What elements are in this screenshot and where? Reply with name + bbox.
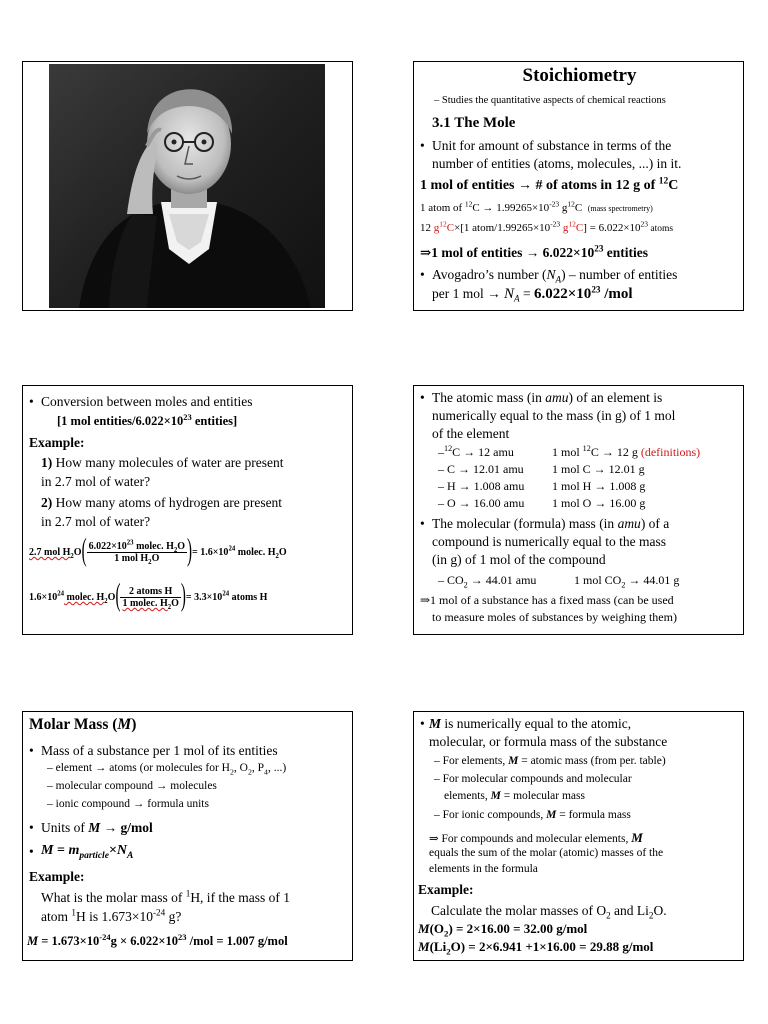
- equation-2: [29, 579, 268, 614]
- text: =: [53, 843, 69, 858]
- eq1-result: [192, 547, 287, 558]
- text: M: [88, 820, 101, 835]
- text: M: [41, 843, 54, 858]
- text: elements,: [444, 790, 491, 802]
- example-label: Example:: [29, 435, 85, 450]
- text: = formula mass: [556, 809, 631, 821]
- mole-definition-line2: number of entities (atoms, molecules, ...) in it.: [432, 156, 682, 171]
- text: C → 12 amu: [452, 445, 514, 459]
- atomic-mass-line2: numerically equal to the mass (in g) of 1 mol: [432, 408, 676, 423]
- superscript: -24: [152, 907, 166, 918]
- text: C → 1.99265×10: [472, 202, 550, 214]
- text: = 1.6×10: [192, 547, 229, 558]
- avogadro-line2: [432, 286, 633, 303]
- bullet-dot: •: [420, 516, 425, 531]
- text: = 1.673×10: [38, 934, 100, 948]
- text: g?: [165, 909, 182, 924]
- text: 2): [41, 495, 53, 510]
- dalton-portrait: [49, 64, 325, 308]
- right-paren: ): [187, 534, 193, 569]
- row-h-amu: – H → 1.008 amu: [438, 479, 525, 493]
- superscript: 12: [582, 444, 591, 453]
- conversion-heading: Conversion between moles and entities: [41, 394, 253, 409]
- mole-entity-definition: [420, 178, 678, 194]
- text: M: [508, 755, 519, 767]
- atomic-mass-line3: of the element: [432, 426, 510, 441]
- text: = molecular mass: [500, 790, 585, 802]
- example-label: Example:: [418, 882, 474, 897]
- slide-molar-mass: [22, 711, 353, 961]
- answer-li2o: [418, 939, 653, 955]
- slide-atomic-mass: [413, 385, 744, 635]
- text: – For elements,: [434, 755, 509, 767]
- text: C: [668, 178, 679, 193]
- superscript: 23: [640, 219, 649, 229]
- text: m: [68, 843, 80, 858]
- result-line: [420, 245, 648, 261]
- subscript: 2: [247, 767, 252, 777]
- text: O: [73, 547, 82, 558]
- left-paren: (: [115, 579, 121, 614]
- equivalence-line2: molecular, or formula mass of the substance: [429, 734, 668, 749]
- text: per 1 mol →: [432, 286, 504, 301]
- sub-molecular-line1: – For molecular compounds and molecular: [434, 773, 632, 785]
- question-line2: [41, 909, 181, 925]
- text: → 44.01 amu: [467, 573, 537, 587]
- eq1-fraction: [87, 541, 187, 564]
- row-o-g: 1 mol O → 16.00 g: [552, 496, 646, 510]
- question-2-line1: [41, 495, 282, 511]
- text: = 3.3×10: [185, 592, 223, 603]
- bullet-dot: •: [29, 394, 34, 409]
- note: (mass spectrometry): [587, 204, 653, 213]
- text: M: [418, 939, 430, 954]
- text: g: [559, 202, 568, 214]
- text: 1.6×10: [29, 592, 58, 603]
- text: M: [546, 809, 557, 821]
- answer-line: [27, 931, 288, 949]
- subscript: A: [127, 850, 134, 861]
- text: The atomic mass (in: [432, 390, 546, 405]
- text: ) of a: [640, 516, 670, 531]
- text: ⇒ For compounds and molecular elements,: [429, 833, 632, 845]
- note-line3: elements in the formula: [429, 863, 538, 875]
- text: 6.022×10: [88, 541, 127, 552]
- subscript: 2: [104, 598, 108, 605]
- superscript: 12: [439, 219, 447, 229]
- slide-molar-mass-equivalence: [413, 711, 744, 961]
- note-line1: [429, 830, 643, 846]
- eq2-result: [186, 592, 268, 603]
- eq2-fraction: [120, 586, 180, 609]
- superscript: 24: [228, 545, 236, 553]
- subscript: A: [514, 293, 520, 304]
- example-label: Example:: [29, 869, 85, 884]
- superscript: -23: [550, 219, 561, 229]
- text: ] = 6.022×10: [583, 222, 641, 234]
- text: /mol: [600, 286, 633, 302]
- superscript: -23: [549, 199, 560, 209]
- molecular-mass-line2: compound is numerically equal to the mass: [432, 534, 666, 549]
- text: O.: [653, 903, 667, 918]
- text: O: [177, 541, 186, 552]
- text: [1 mol entities/6.022×10: [57, 414, 184, 428]
- subscript: 2: [446, 946, 451, 957]
- text: 1 mol of entities → # of atoms in 12 g of: [420, 178, 659, 193]
- bullet-dot: •: [420, 390, 425, 405]
- text: molec. H: [235, 547, 276, 558]
- superscript: 12: [464, 199, 473, 209]
- sub-ionic: [434, 809, 631, 821]
- text: atoms: [648, 224, 674, 234]
- units-line: [41, 820, 153, 836]
- text: 1 mol: [552, 445, 583, 459]
- text: (Li: [429, 939, 447, 954]
- text: ) = 2×16.00 = 32.00 g/mol: [448, 921, 588, 936]
- row-c12-amu: [438, 445, 514, 460]
- text: molec. H: [64, 592, 105, 603]
- atomic-mass-line1: [432, 390, 662, 406]
- slide-title: [29, 716, 136, 734]
- slide-portrait: [22, 61, 353, 311]
- subtitle: – Studies the quantitative aspects of chemical reactions: [434, 95, 666, 106]
- superscript: 12: [568, 219, 576, 229]
- text: ×[1 atom/1.99265×10: [454, 222, 551, 234]
- text: 1 mol CO: [574, 573, 622, 587]
- text: H is 1.673×10: [75, 909, 153, 924]
- bullet-dot: •: [29, 844, 34, 859]
- right-paren: ): [180, 579, 186, 614]
- subscript: 2: [463, 580, 468, 590]
- text: –: [438, 445, 444, 459]
- superscript: 23: [183, 411, 192, 422]
- text: entities]: [191, 414, 238, 428]
- eq1-lead: [29, 547, 82, 558]
- text: M: [429, 716, 442, 731]
- row-c12-g: [552, 445, 700, 460]
- superscript: 23: [126, 539, 134, 547]
- superscript: 23: [177, 931, 187, 942]
- sub-ionic: – ionic compound → formula units: [47, 798, 209, 810]
- superscript: 12: [658, 176, 669, 187]
- text: Units of: [41, 820, 89, 835]
- atom-mass-line: [420, 199, 653, 214]
- text: N: [504, 286, 515, 302]
- molecular-mass-line1: [432, 516, 669, 532]
- text: M: [27, 934, 39, 948]
- slide-stoichiometry: [413, 61, 744, 311]
- text: ⇒1 mol of entities → 6.022×10: [420, 245, 595, 260]
- text: O: [278, 547, 287, 558]
- superscript: 12: [567, 199, 575, 209]
- molecular-mass-line3: (in g) of 1 mol of the compound: [432, 552, 606, 567]
- text: O: [171, 598, 179, 609]
- fixed-mass-line1: ⇒1 mol of a substance has a fixed mass (can be used: [420, 593, 674, 607]
- question-1-line1: [41, 455, 284, 471]
- subscript: 2: [444, 928, 449, 939]
- sub-elements: [434, 755, 666, 767]
- text: – element → atoms (or molecules for H: [47, 762, 230, 774]
- conversion-factor: [57, 411, 238, 429]
- text: How many atoms of hydrogen are present: [52, 495, 283, 510]
- text: → 44.01 g: [625, 573, 680, 587]
- subscript: 2: [173, 547, 178, 554]
- subscript: 2: [648, 910, 654, 921]
- left-paren: (: [81, 534, 87, 569]
- text: , P: [251, 762, 265, 774]
- text: C: [574, 202, 583, 214]
- text: and Li: [610, 903, 649, 918]
- superscript: 24: [57, 590, 64, 598]
- row-c-g: 1 mol C → 12.01 g: [552, 462, 645, 476]
- text: ) of an element is: [568, 390, 663, 405]
- slide-conversion: [22, 385, 353, 635]
- eq2-numerator: 2 atoms H: [120, 586, 180, 598]
- superscript: -24: [99, 931, 111, 942]
- subscript: 2: [606, 910, 611, 921]
- question-1-line2: in 2.7 mol of water?: [41, 474, 151, 489]
- bullet-dot: •: [420, 716, 425, 731]
- equation-1: [29, 534, 287, 569]
- superscript: 24: [222, 590, 230, 598]
- text: entities: [603, 245, 649, 260]
- text: ): [131, 716, 137, 733]
- subscript: 2: [621, 580, 626, 590]
- text: atoms H: [229, 592, 268, 603]
- text: is numerically equal to the atomic,: [441, 716, 632, 731]
- text: , ...): [267, 762, 287, 774]
- superscript: 23: [591, 284, 601, 295]
- text: → g/mol: [100, 820, 153, 835]
- subscript: 2: [275, 553, 279, 560]
- subscript: particle: [79, 850, 109, 861]
- text: 1 mol H: [114, 553, 149, 564]
- avogadro-line1: [432, 267, 677, 283]
- text: ) – number of entities: [561, 267, 678, 282]
- text: – For ionic compounds,: [434, 809, 547, 821]
- bullet-dot: •: [420, 138, 425, 153]
- text: amu: [545, 390, 569, 405]
- subscript: 2: [167, 604, 172, 611]
- text: N: [116, 843, 128, 858]
- text: H, if the mass of 1: [190, 890, 291, 905]
- text: What is the molar mass of: [41, 890, 186, 905]
- sub-element: [47, 762, 287, 777]
- slide-title: Stoichiometry: [522, 65, 637, 86]
- eq1-numerator: [87, 541, 187, 553]
- text: g: [433, 222, 440, 234]
- eq1-denominator: [87, 553, 187, 564]
- text: – CO: [438, 573, 464, 587]
- text: C → 12 g: [590, 445, 641, 459]
- question-line: [431, 903, 667, 919]
- equivalence-line1: [429, 716, 631, 732]
- text: amu: [617, 516, 641, 531]
- text: M: [117, 716, 132, 733]
- subscript: 2: [230, 767, 234, 777]
- bullet-dot: •: [29, 743, 34, 758]
- eq2-denominator: [120, 598, 180, 609]
- text: 1 molec. H: [122, 598, 168, 609]
- subscript: 2: [70, 553, 74, 560]
- text: 12: [420, 222, 434, 234]
- row-co2-amu: [438, 573, 536, 588]
- text: atom: [41, 909, 72, 924]
- text: O) = 2×6.941 +1×16.00 = 29.88 g/mol: [450, 939, 654, 954]
- text: /mol = 1.007 g/mol: [186, 934, 288, 948]
- text: The molecular (formula) mass (in: [432, 516, 618, 531]
- bullet-dot: •: [420, 267, 425, 282]
- superscript: 1: [71, 907, 76, 918]
- text: = atomic mass (from per. table): [518, 755, 666, 767]
- text: M: [631, 830, 643, 845]
- row-h-g: 1 mol H → 1.008 g: [552, 479, 646, 493]
- sub-molecular-line2: [444, 790, 585, 802]
- row-c-amu: – C → 12.01 amu: [438, 462, 524, 476]
- section-heading: 3.1 The Mole: [432, 115, 516, 131]
- row-o-amu: – O → 16.00 amu: [438, 496, 525, 510]
- text: O: [107, 592, 116, 603]
- text: 1): [41, 455, 53, 470]
- question-2-line2: in 2.7 mol of water?: [41, 514, 151, 529]
- text: 6.022×10: [534, 286, 592, 302]
- superscript: 23: [594, 243, 604, 254]
- text: C: [446, 222, 455, 234]
- text: M: [418, 921, 430, 936]
- text: (O: [429, 921, 445, 936]
- note-line2: equals the sum of the molar (atomic) masses of the: [429, 847, 664, 859]
- text: g: [562, 222, 569, 234]
- bullet-dot: •: [29, 820, 34, 835]
- subscript: 4: [264, 767, 268, 777]
- question-line1: [41, 890, 290, 906]
- text: , O: [233, 762, 248, 774]
- formula-line: [41, 843, 133, 859]
- atoms-calculation: [420, 219, 674, 234]
- mole-definition-line1: Unit for amount of substance in terms of the: [432, 138, 672, 153]
- text: How many molecules of water are present: [52, 455, 284, 470]
- fixed-mass-line2: to measure moles of substances by weighing them): [432, 610, 677, 624]
- text: (definitions): [640, 445, 701, 459]
- text: ×: [108, 843, 117, 858]
- superscript: 1: [185, 888, 191, 899]
- text: 1 atom of: [420, 202, 465, 214]
- row-co2-g: [574, 573, 679, 588]
- text: =: [519, 286, 534, 301]
- text: g × 6.022×10: [110, 934, 178, 948]
- eq2-lead: [29, 592, 115, 603]
- text: Molar Mass (: [29, 716, 118, 733]
- answer-o2: [418, 921, 587, 937]
- text: O: [151, 553, 160, 564]
- superscript: 12: [444, 444, 453, 453]
- text: Avogadro’s number (: [432, 267, 547, 282]
- sub-molecular: – molecular compound → molecules: [47, 780, 217, 792]
- text: N: [546, 267, 556, 282]
- text: C: [575, 222, 584, 234]
- text: molec. H: [133, 541, 174, 552]
- text: 2.7 mol H: [29, 547, 71, 558]
- molar-mass-definition: Mass of a substance per 1 mol of its entities: [41, 743, 278, 758]
- subscript: A: [555, 274, 562, 285]
- text: M: [490, 790, 501, 802]
- subscript: 2: [148, 559, 152, 566]
- text: Calculate the molar masses of O: [431, 903, 607, 918]
